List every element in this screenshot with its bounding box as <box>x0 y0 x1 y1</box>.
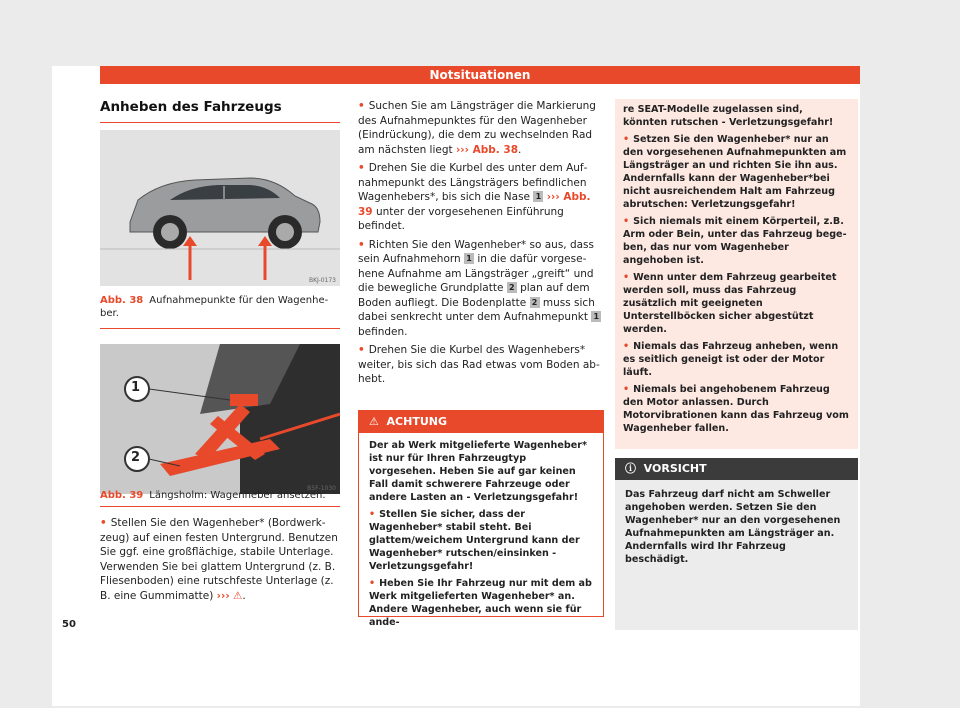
callout-badge: 2 <box>530 297 540 308</box>
notice-body: Das Fahrzeug darf nicht am Schweller angehoben werden. Setzen Sie den Wagenheber* nur an den vorgesehenen Aufnahmepunkten am Längsträger an. Andernfalls wird Ihr Fahrzeug beschädigt. <box>625 489 841 565</box>
figure-39-caption <box>100 489 340 502</box>
car-side-illustration <box>100 130 340 286</box>
figure-reference-link[interactable]: ››› Abb. 39 <box>358 191 591 218</box>
bullet-icon: • <box>369 509 376 520</box>
instruction-paragraph: • Drehen Sie die Kurbel des Wagenhebers* weiter, bis sich das Rad etwas vom Boden abhebt. <box>358 344 600 385</box>
middle-column-text <box>358 99 604 391</box>
bullet-icon: • <box>623 272 630 283</box>
caption-text: Längsholm: Wagenheber ansetzen. <box>149 490 326 501</box>
instruction-paragraph: • Suchen Sie am Längsträger die Markierung des Aufnahmepunktes für den Wagenheber (Eindrückung), die dem zu wechselnden Rad am nächsten liegt ››› Abb. 38. <box>358 100 596 156</box>
bullet-icon: • <box>623 384 630 395</box>
notice-header: ⓘ VORSICHT <box>615 458 858 480</box>
callout-2: 2 <box>131 450 141 465</box>
instruction-paragraph: • Stellen Sie den Wagenheber* (Bordwerkzeug) auf einen festen Untergrund. Benutzen Sie ggf. eine großflächige, stabile Unterlage. Verwenden Sie bei glattem Untergrund (z. B. Fliesenboden) eine rutschfeste Unterlage (z. B. eine Gummimatte) ››› ⚠. <box>100 517 338 602</box>
figure-code: B5F-1030 <box>307 485 336 492</box>
caption-rule <box>100 328 340 329</box>
notice-box <box>615 458 858 630</box>
figure-label: Abb. 38 <box>100 295 144 306</box>
bullet-icon: • <box>358 238 365 251</box>
figure-38-caption <box>100 294 340 320</box>
warning-body: Der ab Werk mitgelieferte Wagenheber* ist nur für Ihren Fahrzeugtyp vorgesehen. Heben Sie auf gar keinen Fall damit schwerere Fahrzeuge oder andere Lasten an - Verletzungsgefahr! • Stellen Sie sicher, dass der Wagenheber* stabil steht. Bei glattem/weichem Untergrund kann der Wagenheber* rutschen/einsinken - Verletzungsgefahr! • Heben Sie Ihr Fahrzeug nur mit dem ab Werk mitgelieferten Wagenheber* an. Andere Wagenheber, auch wenn sie für ande- <box>369 440 592 628</box>
figure-label: Abb. 39 <box>100 490 144 501</box>
warning-ref-icon[interactable]: ⚠ <box>233 589 243 602</box>
section-title: Anheben des Fahrzeugs <box>100 99 282 115</box>
warning-body: re SEAT-Modelle zugelassen sind, könnten rutschen - Verletzungsgefahr! • Setzen Sie den Wagenheber* nur an den vorgesehenen Aufnahmepunkten am Längsträger an und richten Sie ihn aus. Andernfalls kann der Wagenheber*bei nicht ausreichendem Halt am Fahrzeug abrutschen: Verletzungsgefahr! • Sich niemals mit einem Körperteil, z.B. Arm oder Bein, unter das Fahrzeug begeben, das nur vom Wagenheber angehoben ist. • Wenn unter dem Fahrzeug gearbeitet werden soll, muss das Fahrzeug zusätzlich mit geeigneten Unterstellböcken sicher abgestützt werden. • Niemals das Fahrzeug anheben, wenn es seitlich geneigt ist oder der Motor läuft. • Niemals bei angehobenem Fahrzeug den Motor anlassen. Durch Motorvibrationen kann das Fahrzeug vom Wagenheber fallen. <box>623 104 849 434</box>
bullet-icon: • <box>623 134 630 145</box>
reference-arrow[interactable]: ››› <box>216 589 230 602</box>
callout-badge: 1 <box>464 253 474 264</box>
info-circle-icon: ⓘ <box>625 462 636 475</box>
page-header: Notsituationen <box>100 66 860 84</box>
figure-reference-link[interactable]: ››› Abb. 38 <box>455 143 519 156</box>
caption-text: Aufnahmepunkte für den Wagenheber. <box>100 295 329 319</box>
manual-page <box>52 66 860 706</box>
warning-box <box>358 410 604 628</box>
title-rule <box>100 122 340 123</box>
bullet-icon: • <box>100 517 107 529</box>
bullet-icon: • <box>623 341 630 352</box>
callout-badge: 1 <box>591 311 601 322</box>
warning-continuation-box <box>615 99 858 449</box>
instruction-paragraph: • Richten Sie den Wagenheber* so aus, dass sein Aufnahmehorn 1 in die dafür vorgesehene Aufnahme am Längsträger „greift“ und die bewegliche Grundplatte 2 plan auf dem Boden aufliegt. Die Bodenplatte 2 muss sich dabei senkrecht unter dem Aufnahmepunkt 1 befinden. <box>358 238 604 340</box>
bullet-icon: • <box>623 216 630 227</box>
bullet-icon: • <box>358 162 365 174</box>
figure-38-image <box>100 130 340 286</box>
callout-badge: 1 <box>533 191 543 202</box>
callout-badge: 2 <box>507 282 517 293</box>
figure-39-image <box>100 344 340 494</box>
figure-code: BKJ-0173 <box>308 277 336 284</box>
bullet-icon: • <box>369 578 376 589</box>
warning-header: ⚠ ACHTUNG <box>359 411 603 433</box>
left-column-text <box>100 516 344 607</box>
page-number: 50 <box>62 619 76 630</box>
warning-triangle-icon: ⚠ <box>369 415 379 428</box>
instruction-paragraph: • Drehen Sie die Kurbel des unter dem Aufnahmepunkt des Längsträgers befindlichen Wagenhebers*, bis sich die Nase 1 ››› Abb. 39 unter der vorgesehenen Einführung befindet. <box>358 162 591 232</box>
bullet-icon: • <box>358 344 365 356</box>
callout-1: 1 <box>131 380 141 395</box>
jack-illustration <box>100 344 340 494</box>
caption-rule <box>100 506 340 507</box>
bullet-icon: • <box>358 100 365 112</box>
